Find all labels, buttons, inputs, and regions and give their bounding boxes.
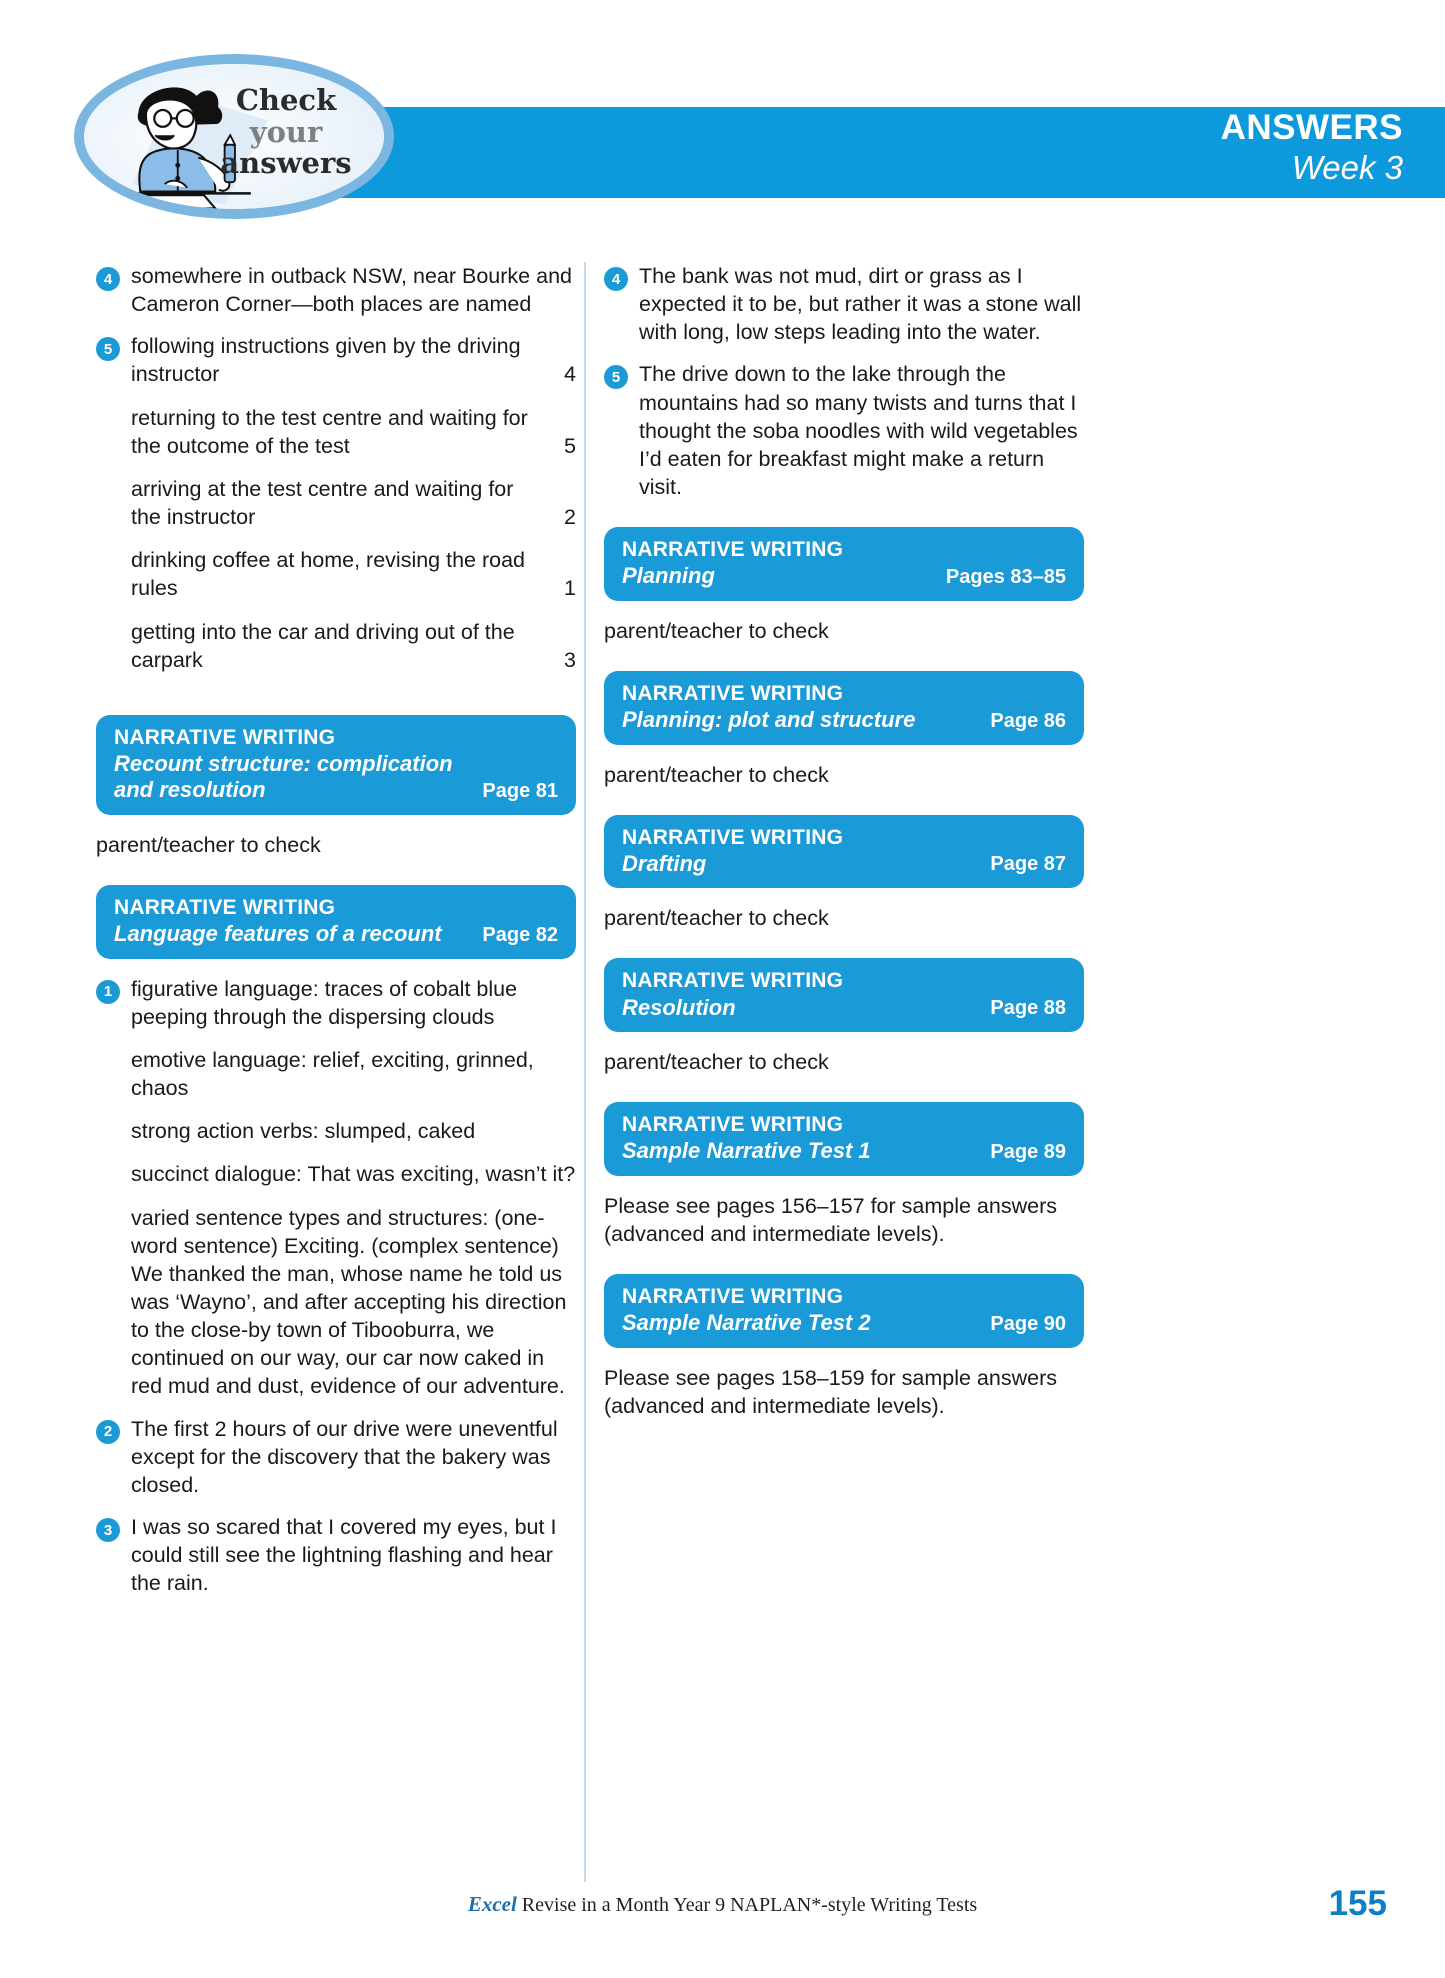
section-title-row [114, 921, 558, 947]
answer-paragraph: The drive down to the lake through the mountains had so many twists and turns that I thought the soba noodles with wild vegetables I’d eaten for breakfast might make a return visit. [639, 362, 1078, 500]
answer-paragraph: varied sentence types and structures: (one-word sentence) Exciting. (complex sentence) We thanked the man, whose name he told us was ‘Wayno’, and after accepting his direction to the close-by town of Tibooburra, we continued on our way, our car now caked in red mud and dust, evidence of our adventure. [131, 1205, 567, 1399]
answer-number-badge: 3 [96, 1518, 120, 1542]
answer-paragraph: I was so scared that I covered my eyes, but I could still see the lightning flashing and hear the rain. [131, 1515, 557, 1596]
answer-item [96, 975, 576, 1401]
section-heading-box [604, 527, 1084, 601]
section-page-ref: Page 81 [482, 779, 558, 802]
ordering-row [131, 618, 576, 674]
section-heading-box [96, 885, 576, 959]
column-divider [584, 262, 586, 1882]
section-title: Resolution [622, 994, 736, 1020]
ordering-text: getting into the car and driving out of the carpark [131, 619, 515, 672]
answer-paragraph: somewhere in outback NSW, near Bourke and Cameron Corner—both places are named [131, 264, 572, 317]
section-title-row [114, 751, 558, 804]
section-kicker: NARRATIVE WRITING [114, 896, 336, 919]
page-title: ANSWERS [1220, 108, 1403, 147]
section-title: Recount structure: complication and resolution [114, 751, 453, 803]
section-title: Sample Narrative Test 2 [622, 1310, 871, 1336]
section-page-ref: Page 86 [990, 709, 1066, 732]
answer-body [639, 360, 1084, 501]
answer-body [131, 332, 576, 689]
check-your-answers-badge [74, 54, 394, 219]
badge-line-3: answers [220, 146, 352, 181]
badge-line-1: Check [235, 83, 337, 117]
section-kicker: NARRATIVE WRITING [622, 1285, 844, 1309]
ordering-row [131, 546, 576, 602]
ordering-text: returning to the test centre and waiting for the outcome of the test [131, 405, 528, 458]
section-title: Drafting [622, 850, 707, 876]
section-page-ref: Page 90 [990, 1312, 1066, 1335]
footer-brand: Excel [467, 1892, 517, 1916]
answer-number-badge: 4 [604, 267, 628, 291]
section-title-row [622, 1138, 1066, 1164]
header-text-block [903, 110, 1403, 184]
section-title: Planning [622, 563, 715, 589]
section-page-ref: Page 88 [990, 997, 1066, 1020]
answer-paragraph: succinct dialogue: That was exciting, wasn’t it? [131, 1162, 576, 1187]
section-heading-box [96, 715, 576, 815]
answer-body [131, 1513, 576, 1597]
answer-body [131, 262, 576, 318]
section-page-ref: Pages 83–85 [945, 565, 1066, 588]
ordering-row [131, 332, 576, 388]
section-page-ref: Page 82 [482, 923, 558, 946]
section-title: Language features of a recount [114, 921, 442, 947]
section-page-ref: Page 89 [990, 1140, 1066, 1163]
section-kicker: NARRATIVE WRITING [622, 681, 844, 705]
section-title-row [622, 995, 1066, 1021]
section-note: parent/teacher to check [604, 1050, 829, 1075]
section-kicker: NARRATIVE WRITING [622, 825, 844, 849]
answer-item [96, 332, 576, 689]
ordering-answer: 4 [564, 362, 576, 387]
answer-body [639, 262, 1084, 346]
page-number: 155 [1328, 1884, 1387, 1923]
ordering-row [131, 404, 576, 460]
section-note: Please see pages 156–157 for sample answers (advanced and intermediate levels). [604, 1193, 1057, 1246]
answer-paragraph: figurative language: traces of cobalt blue peeping through the dispersing clouds [131, 976, 518, 1029]
section-title: Planning: plot and structure [622, 707, 916, 733]
ordering-answer: 5 [564, 433, 576, 458]
answer-number-badge: 5 [96, 337, 120, 361]
section-title-row [622, 851, 1066, 877]
badge-wordmark [206, 83, 366, 181]
answer-item [604, 262, 1084, 346]
section-page-ref: Page 87 [990, 853, 1066, 876]
answer-paragraph: strong action verbs: slumped, caked [131, 1119, 476, 1144]
section-note: Please see pages 158–159 for sample answers (advanced and intermediate levels). [604, 1365, 1057, 1418]
section-title-row [622, 1310, 1066, 1336]
section-title-row [622, 707, 1066, 733]
answer-body [131, 1415, 576, 1499]
answer-number-badge: 2 [96, 1420, 120, 1444]
ordering-answer: 3 [564, 647, 576, 672]
section-heading-box [604, 1102, 1084, 1176]
page-subtitle: Week 3 [1291, 149, 1403, 186]
section-kicker: NARRATIVE WRITING [622, 969, 844, 993]
answer-paragraph: The first 2 hours of our drive were uneventful except for the discovery that the bakery was closed. [131, 1416, 558, 1497]
ordering-answer: 2 [564, 505, 576, 530]
section-note: parent/teacher to check [96, 832, 321, 857]
answer-paragraph: emotive language: relief, exciting, grinned, chaos [131, 1047, 534, 1101]
section-title-row [622, 563, 1066, 589]
answer-number-badge: 5 [604, 365, 628, 389]
section-kicker: NARRATIVE WRITING [622, 538, 844, 562]
section-heading-box [604, 958, 1084, 1032]
footer-title: Revise in a Month Year 9 NAPLAN*-style Writing Tests [516, 1894, 978, 1916]
answer-item [96, 262, 576, 318]
ordering-answer: 1 [564, 576, 576, 601]
section-kicker: NARRATIVE WRITING [114, 725, 336, 749]
ordering-text: following instructions given by the driving instructor [131, 334, 521, 387]
footer [0, 1892, 1445, 1917]
section-note: parent/teacher to check [604, 618, 829, 643]
right-column [604, 262, 1084, 1424]
answer-body [131, 975, 576, 1401]
ordering-row [131, 475, 576, 531]
section-heading-box [604, 1274, 1084, 1348]
badge-line-2: your [249, 114, 323, 149]
answer-item [96, 1513, 576, 1597]
section-heading-box [604, 671, 1084, 745]
section-heading-box [604, 815, 1084, 889]
section-note: parent/teacher to check [604, 906, 829, 931]
answer-item [96, 1415, 576, 1499]
section-title: Sample Narrative Test 1 [622, 1138, 871, 1164]
ordering-text: arriving at the test centre and waiting for the instructor [131, 476, 514, 530]
ordering-text: drinking coffee at home, revising the road rules [131, 548, 526, 601]
answer-number-badge: 1 [96, 980, 120, 1004]
answer-paragraph: The bank was not mud, dirt or grass as I expected it to be, but rather it was a stone wall with long, low steps leading into the water. [639, 264, 1082, 345]
section-note: parent/teacher to check [604, 762, 829, 787]
answer-item [604, 360, 1084, 501]
section-kicker: NARRATIVE WRITING [622, 1113, 844, 1137]
left-column [96, 262, 576, 1612]
answer-number-badge: 4 [96, 267, 120, 291]
